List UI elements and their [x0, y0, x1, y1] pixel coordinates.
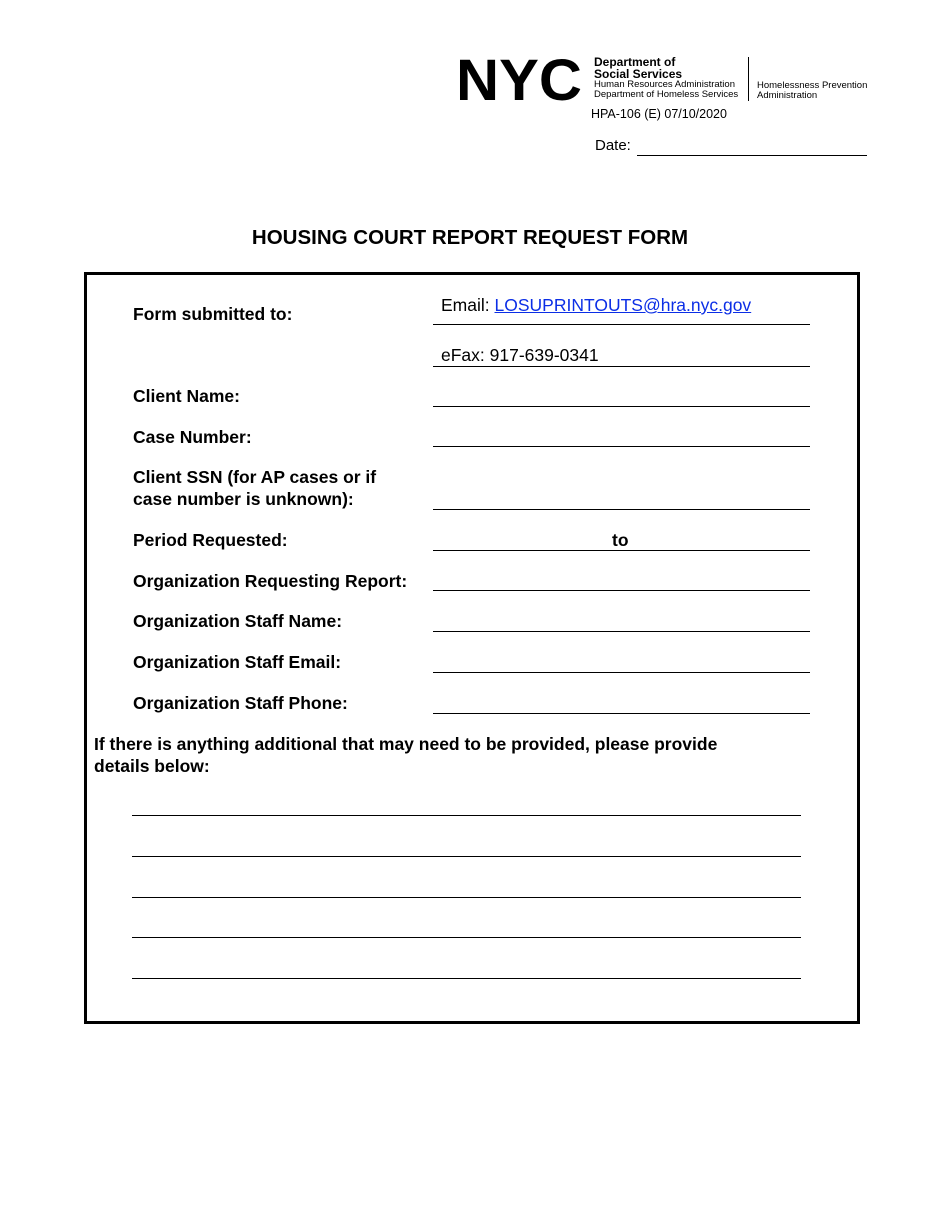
details-line[interactable]	[132, 978, 801, 979]
org-label: Organization Requesting Report:	[133, 571, 408, 591]
dept-line-3: Human Resources Administration	[594, 79, 735, 90]
period-to-label: to	[612, 530, 629, 550]
staff-email-field[interactable]	[433, 672, 810, 673]
staff-email-label: Organization Staff Email:	[133, 652, 342, 672]
dept-line-1: Department of	[594, 55, 676, 69]
staff-phone-field[interactable]	[433, 713, 810, 714]
form-number: HPA-106 (E) 07/10/2020	[591, 107, 727, 121]
additional-line-1: If there is anything additional that may need to be provided, please provide	[94, 734, 718, 754]
nyc-logo-text: NYC	[456, 56, 582, 102]
hpa-line-1: Homelessness Prevention	[757, 80, 868, 91]
hpa-block	[757, 81, 867, 101]
details-line[interactable]	[132, 937, 801, 938]
details-line[interactable]	[132, 856, 801, 857]
efax-line	[433, 366, 810, 367]
hpa-line-2: Administration	[757, 90, 818, 101]
date-label: Date:	[595, 137, 631, 154]
additional-label	[94, 733, 717, 777]
period-label: Period Requested:	[133, 530, 288, 550]
header-divider	[748, 57, 749, 101]
staff-phone-label: Organization Staff Phone:	[133, 693, 348, 713]
dept-line-4: Department of Homeless Services	[594, 89, 739, 100]
email-value	[441, 294, 751, 316]
case-number-label: Case Number:	[133, 427, 252, 447]
email-prefix: Email:	[441, 295, 490, 315]
ssn-label-line-1: Client SSN (for AP cases or if	[133, 467, 377, 487]
ssn-label-line-2: case number is unknown):	[133, 489, 354, 509]
details-line[interactable]	[132, 897, 801, 898]
org-field[interactable]	[433, 590, 810, 591]
form-title: HOUSING COURT REPORT REQUEST FORM	[251, 226, 689, 249]
client-name-label: Client Name:	[133, 386, 240, 406]
ssn-field[interactable]	[433, 509, 810, 510]
ssn-label	[133, 466, 376, 510]
staff-name-field[interactable]	[433, 631, 810, 632]
nyc-logo	[456, 56, 584, 102]
staff-name-label: Organization Staff Name:	[133, 611, 343, 631]
client-name-field[interactable]	[433, 406, 810, 407]
date-field[interactable]	[637, 155, 867, 156]
submitted-label: Form submitted to:	[133, 304, 293, 324]
additional-line-2: details below:	[94, 756, 210, 776]
case-number-field[interactable]	[433, 446, 810, 447]
details-line[interactable]	[132, 815, 801, 816]
email-line	[433, 324, 810, 325]
dept-line-2: Social Services	[594, 67, 683, 81]
efax-value: eFax: 917-639-0341	[441, 345, 599, 365]
department-block	[594, 56, 738, 100]
email-link[interactable]: LOSUPRINTOUTS@hra.nyc.gov	[494, 295, 752, 315]
period-field[interactable]	[433, 550, 810, 551]
